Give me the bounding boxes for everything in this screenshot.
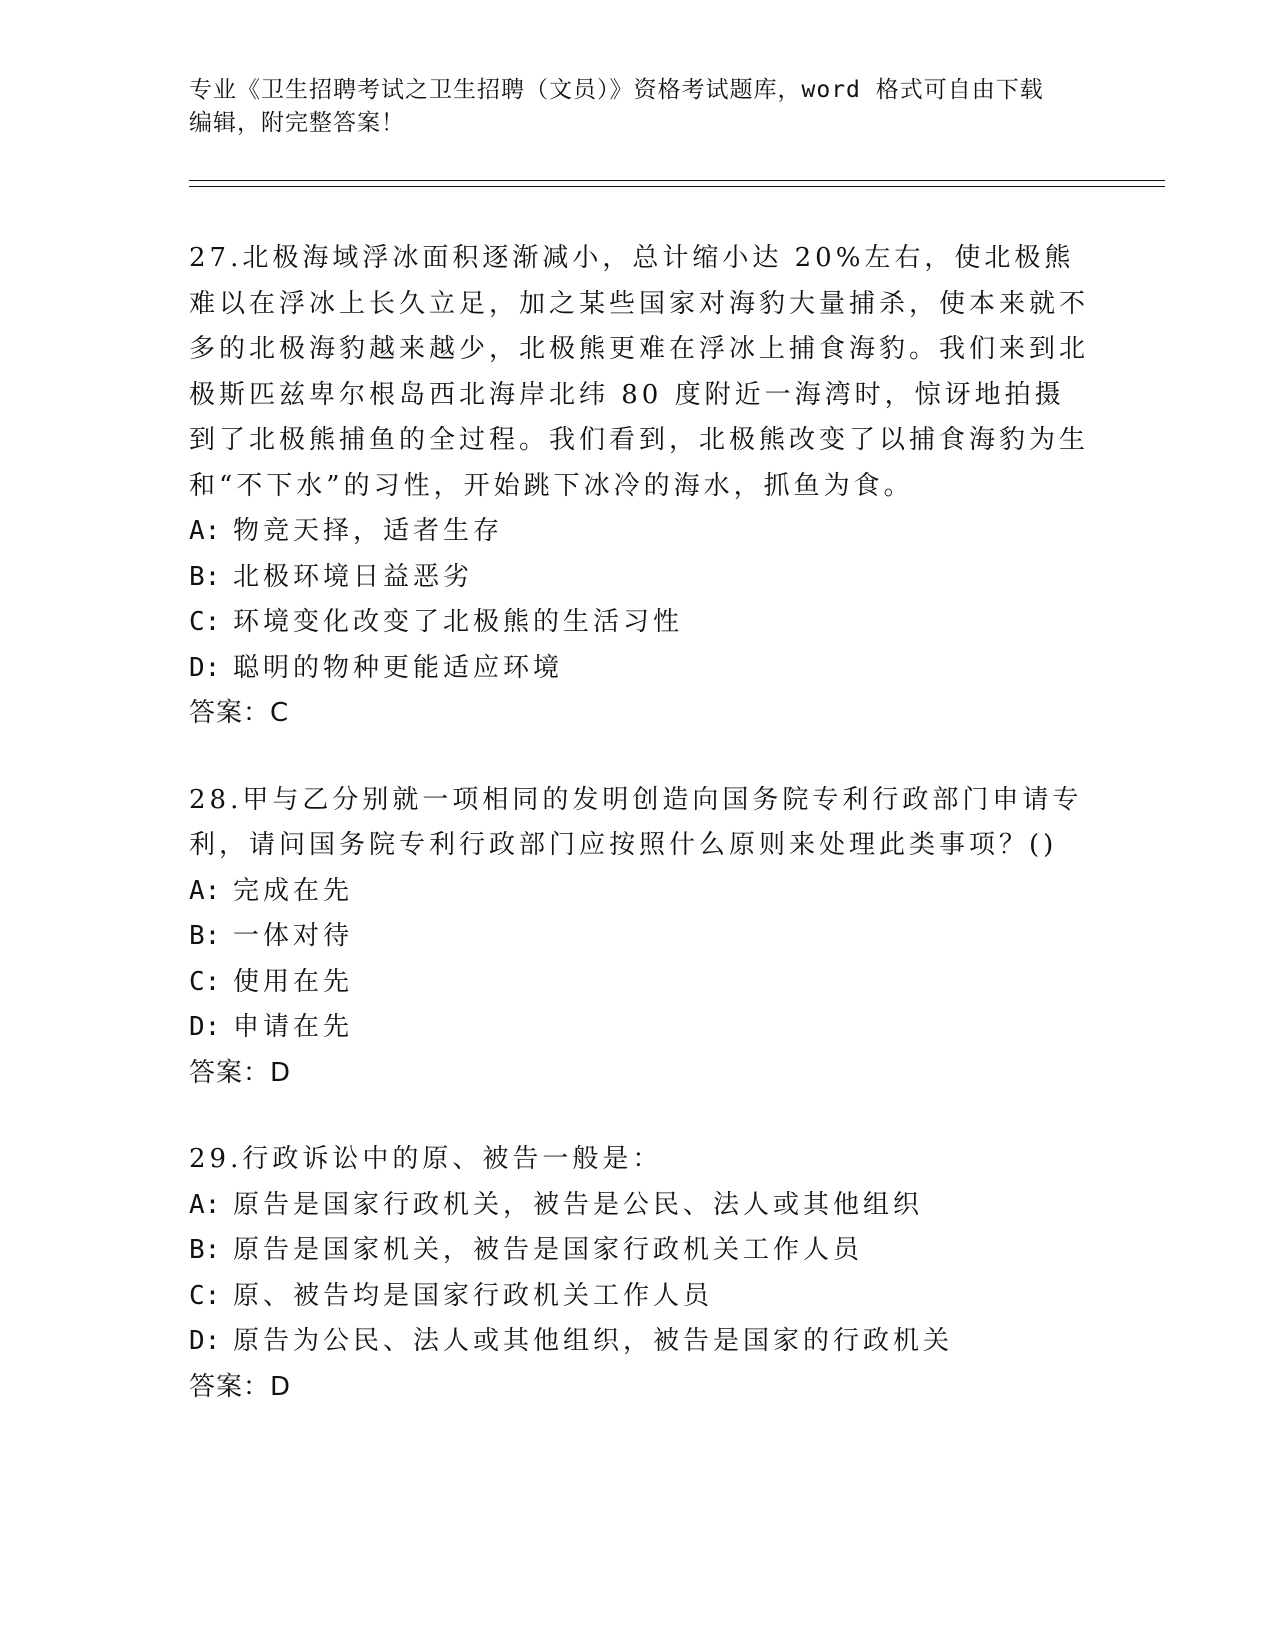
option-text: 一体对待 [233,921,354,951]
answer-label: 答案：C [189,698,290,728]
option-letter: C: [189,1280,221,1311]
question-28 [189,778,1089,1097]
document-header [189,74,1109,140]
option-text: 原、被告均是国家行政机关工作人员 [233,1280,714,1311]
option-d [189,1319,1089,1365]
question-list [189,236,1089,1451]
option-text: 使用在先 [233,966,354,997]
option-d [189,646,1089,692]
option-text: 北极环境日益恶劣 [233,561,474,592]
option-letter: D: [189,1012,221,1042]
option-text: 环境变化改变了北极熊的生活习性 [233,607,684,637]
question-text: 28.甲与乙分别就一项相同的发明创造向国务院专利行政部门申请专利，请问国务院专利行政部门应按照什么原则来处理此类事项？() [189,784,1083,860]
answer-label: 答案：D [189,1057,292,1088]
question-29 [189,1137,1089,1410]
header-line-1: 专业《卫生招聘考试之卫生招聘（文员）》资格考试题库，word 格式可自由下载 [189,77,1044,103]
option-a [189,509,1089,555]
option-text: 物竞天择，适者生存 [233,516,504,546]
option-text: 原告是国家机关，被告是国家行政机关工作人员 [233,1235,864,1265]
option-text: 完成在先 [233,875,354,906]
option-text: 聪明的物种更能适应环境 [233,652,564,683]
option-text: 原告是国家行政机关，被告是公民、法人或其他组织 [233,1189,924,1220]
option-letter: B: [189,921,221,951]
option-c [189,960,1089,1006]
question-text: 27.北极海域浮冰面积逐渐减小，总计缩小达 20%左右，使北极熊难以在浮冰上长久立足，加之某些国家对海豹大量捕杀，使本来就不多的北极海豹越来越少，北极熊更难在浮冰上捕食海豹。我们来到北极斯匹兹卑尔根岛西北海岸北纬 80 度附近一海湾时，惊讶地拍摄到了北极熊捕鱼的全过程。我们看到，北极熊改变了以捕食海豹为生和“不下水”的习性，开始跳下冰冷的海水，抓鱼为食。 [189,243,1090,501]
option-letter: D: [189,652,221,683]
option-letter: C: [189,966,221,997]
question-text: 29.行政诉讼中的原、被告一般是： [189,1144,663,1174]
option-a [189,1183,1089,1229]
header-line-2: 编辑，附完整答案！ [189,110,405,136]
option-b [189,1228,1089,1274]
option-letter: B: [189,1235,221,1265]
answer-label: 答案：D [189,1371,292,1402]
option-d [189,1005,1089,1051]
option-text: 申请在先 [233,1012,354,1042]
option-letter: A: [189,516,221,546]
option-b [189,914,1089,960]
option-letter: C: [189,607,221,637]
option-text: 原告为公民、法人或其他组织，被告是国家的行政机关 [233,1326,954,1356]
header-divider [189,180,1165,187]
option-letter: A: [189,875,221,906]
option-c [189,1274,1089,1320]
option-a [189,869,1089,915]
option-b [189,555,1089,601]
option-letter: B: [189,561,221,592]
option-c [189,600,1089,646]
option-letter: D: [189,1326,221,1356]
option-letter: A: [189,1189,221,1220]
question-27 [189,236,1089,737]
